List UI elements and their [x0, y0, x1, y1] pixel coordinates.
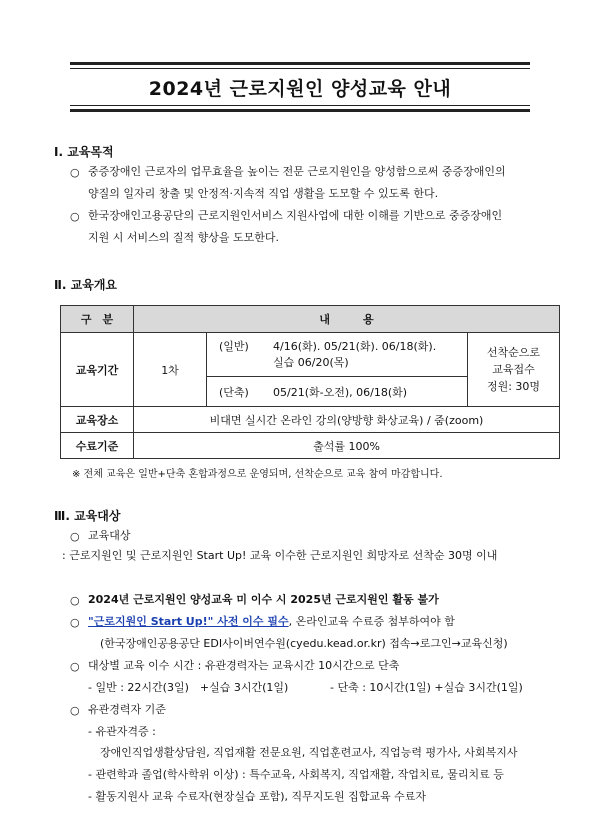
overview-table [60, 305, 560, 459]
page-title: 2024년 근로지원인 양성교육 안내 [148, 77, 452, 100]
startup-rest: , 온라인교육 수료증 첨부하여야 함 [288, 615, 455, 628]
purpose-item-1-line1: 중증장애인 근로자의 업무효율을 높이는 전문 근로지원인을 양성함으로써 중증장애인의 [88, 165, 506, 178]
short-dates: 05/21(화-오전), 06/18(화) [273, 385, 408, 399]
criteria-label: 수료기준 [61, 433, 134, 459]
bullet-icon: ○ [70, 660, 80, 673]
purpose-item-2-line1: 한국장애인고용공단의 근로지원인서비스 지원사업에 대한 이해를 기반으로 중증장애인 [88, 209, 503, 222]
section1-heading: Ⅰ. 교육목적 [54, 145, 114, 159]
purpose-item-1-line2: 양질의 일자리 창출 및 안정적·지속적 직업 생활을 도모할 수 있도록 한다. [88, 187, 439, 200]
bullet-icon: ○ [70, 210, 80, 223]
general-dates-line2: 실습 06/20(목) [273, 355, 349, 369]
related-training: - 활동지원사 교육 수료자(현장실습 포함), 직무지도원 집합교육 수료자 [88, 790, 427, 803]
bullet-icon: ○ [70, 594, 80, 607]
related-cert-label: - 유관자격증 : [88, 725, 156, 738]
place-label: 교육장소 [61, 407, 134, 433]
enrollment-note-line2: 교육접수 [492, 363, 535, 376]
related-degree: - 관련학과 졸업(학사학위 이상) : 특수교육, 사회복지, 직업재활, 작업치료, 물리치료 등 [88, 768, 504, 781]
hours-short: - 단축 : 10시간(1일) +실습 3시간(1일) [330, 681, 523, 694]
table-header-category: 구 분 [61, 306, 134, 333]
section2-heading: Ⅱ. 교육개요 [54, 278, 118, 292]
startup-link[interactable]: "근로지원인 Start Up!" 사전 이수 필수 [88, 615, 289, 628]
title-box [70, 62, 530, 112]
target-label: 교육대상 [88, 529, 131, 542]
round-label: 1차 [134, 333, 207, 407]
overview-footnote: ※ 전체 교육은 일반+단축 혼합과정으로 운영되며, 선착순으로 교육 참여 마감합니다. [72, 469, 443, 480]
related-title: 유관경력자 기준 [88, 703, 166, 716]
general-tag: (일반) [219, 339, 249, 353]
bullet-icon: ○ [70, 704, 80, 717]
period-label: 교육기간 [61, 333, 134, 407]
startup-requirement [88, 614, 455, 630]
section3-heading: Ⅲ. 교육대상 [54, 509, 121, 523]
enrollment-note-line3: 정원: 30명 [486, 380, 541, 393]
hours-title: 대상별 교육 이수 시간 : 유관경력자는 교육시간 10시간으로 단축 [88, 659, 400, 672]
criteria-value: 출석률 100% [134, 433, 560, 459]
related-cert-list: 장애인직업생활상담원, 직업재활 전문요원, 직업훈련교사, 직업능력 평가사, 사회복지사 [100, 746, 518, 759]
bullet-icon: ○ [70, 616, 80, 629]
bullet-icon: ○ [70, 166, 80, 179]
purpose-item-2-line2: 지원 시 서비스의 질적 향상을 도모한다. [88, 231, 279, 244]
general-schedule-cell [207, 333, 468, 377]
enrollment-note [468, 333, 560, 407]
table-header-content: 내 용 [134, 306, 560, 333]
bullet-icon: ○ [70, 530, 80, 543]
place-value: 비대면 실시간 온라인 강의(양방향 화상교육) / 줌(zoom) [134, 407, 560, 433]
target-description: : 근로지원인 및 근로지원인 Start Up! 교육 이수한 근로지원인 희망자로 선착순 30명 이내 [62, 549, 498, 562]
completion-warning: 2024년 근로지원인 양성교육 미 이수 시 2025년 근로지원인 활동 불가 [88, 593, 439, 606]
short-schedule-cell [207, 377, 468, 407]
short-tag: (단축) [219, 385, 249, 399]
enrollment-note-line1: 선착순으로 [486, 346, 541, 359]
general-dates [273, 339, 436, 371]
general-dates-line1: 4/16(화). 05/21(화). 06/18(화). [273, 339, 437, 353]
startup-subnote: (한국장애인공용공단 EDI사이버연수원(cyedu.kead.or.kr) 접속→로그인→교육신청) [100, 637, 508, 650]
hours-general: - 일반 : 22시간(3일) +실습 3시간(1일) [88, 681, 289, 694]
